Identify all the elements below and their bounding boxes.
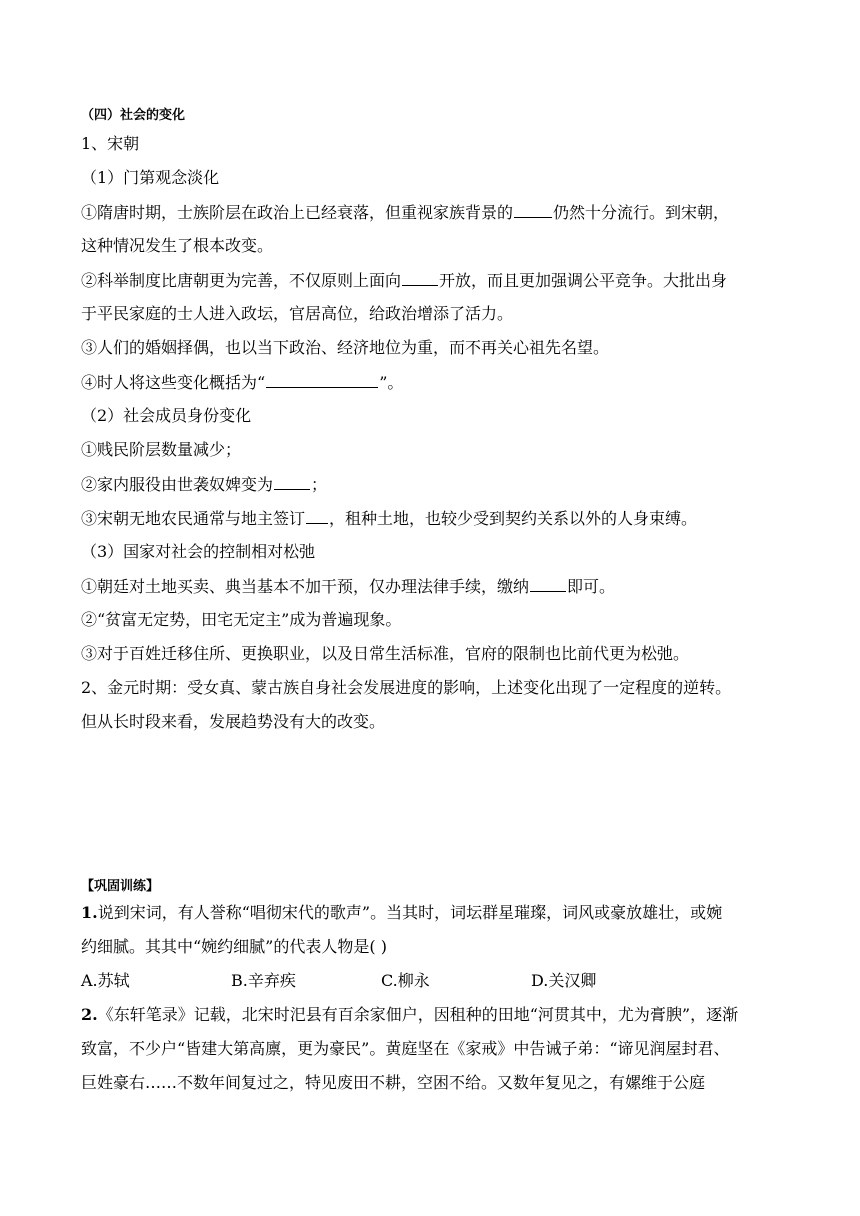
item-1-heading: 1、宋朝: [81, 134, 140, 153]
section-title: （四）社会的变化: [81, 108, 186, 123]
option-a: A.苏轼: [81, 971, 130, 990]
fill-blank: [306, 508, 328, 524]
item-2-line: 2、金元时期：受女真、蒙古族自身社会发展进度的影响，上述变化出现了一定程度的逆转。: [81, 678, 732, 697]
text-segment: 开放，而且更加强调公平竞争。大批出身: [439, 271, 728, 290]
paragraph-line: [81, 576, 615, 597]
question-2-line: 巨姓豪右……不数年间复过之，特见废田不耕，空困不给。又数年复见之，有嫘维于公庭: [81, 1073, 706, 1092]
paragraph-line: [81, 508, 697, 529]
subheading-2: （2）社会成员身份变化: [81, 406, 252, 425]
text-segment: 《东轩笔录》记载，北宋时汜县有百余家佃户，因租种的田地“河贯其中，尤为膏腴”，逐渐: [97, 1005, 739, 1024]
question-2-line: 致富，不少户“皆建大第高廪，更为豪民”。黄庭坚在《家戒》中告诫子弟：“谛见润屋封君、: [81, 1039, 730, 1058]
question-number: 1.: [81, 903, 98, 922]
paragraph-line: 这种情况发生了根本改变。: [81, 236, 274, 255]
text-segment: 仍然十分流行。到宋朝，: [553, 203, 730, 222]
text-segment: ③宋朝无地农民通常与地主签订: [81, 509, 306, 528]
exercise-title: 【巩固训练】: [81, 879, 160, 894]
fill-blank: [530, 576, 566, 592]
paragraph-line: [81, 202, 729, 223]
text-segment: ①朝廷对土地买卖、典当基本不加干预，仅办理法律手续，缴纳: [81, 577, 530, 596]
fill-blank: [274, 474, 310, 490]
item-2-line: 但从长时段来看，发展趋势没有大的改变。: [81, 712, 386, 731]
question-1-line: 约细腻。其其中“婉约细腻”的代表人物是( ): [81, 937, 387, 956]
paragraph-line: 于平民家庭的士人进入政坛，官居高位，给政治增添了活力。: [81, 304, 514, 323]
question-2-line: [81, 1005, 738, 1025]
paragraph-line: [81, 270, 727, 291]
fill-blank: [514, 202, 552, 218]
text-segment: ②科举制度比唐朝更为完善，不仅原则上面向: [81, 271, 402, 290]
question-number: 2.: [81, 1005, 98, 1024]
text-segment: ，租种土地，也较少受到契约关系以外的人身束缚。: [329, 509, 698, 528]
option-d: D.关汉卿: [531, 971, 597, 990]
paragraph-line: [81, 372, 403, 393]
paragraph-line: [81, 474, 327, 495]
text-segment: 说到宋词，有人誉称“唱彻宋代的歌声”。当其时，词坛群星璀璨，词风或豪放雄壮，或婉: [97, 903, 723, 922]
option-b: B.辛弃疾: [231, 971, 296, 990]
fill-blank: [266, 372, 378, 388]
question-1-line: [81, 903, 722, 923]
paragraph-line: ②“贫富无定势，田宅无定主”成为普遍现象。: [81, 610, 402, 629]
text-segment: ；: [311, 475, 328, 494]
text-segment: ①隋唐时期，士族阶层在政治上已经衰落，但重视家族背景的: [81, 203, 514, 222]
question-1-options: [81, 971, 681, 991]
text-segment: 即可。: [567, 577, 616, 596]
fill-blank: [402, 270, 438, 286]
paragraph-line: ③人们的婚姻择偶，也以当下政治、经济地位为重，而不再关心祖先名望。: [81, 338, 610, 357]
text-segment: ④时人将这些变化概括为“: [81, 373, 266, 392]
text-segment: ”。: [379, 373, 404, 392]
paragraph-line: ①贱民阶层数量减少；: [81, 440, 242, 459]
text-segment: ②家内服役由世袭奴婢变为: [81, 475, 274, 494]
subheading-1: （1）门第观念淡化: [81, 168, 220, 187]
paragraph-line: ③对于百姓迁移住所、更换职业，以及日常生活标准，官府的限制也比前代更为松弛。: [81, 644, 690, 663]
subheading-3: （3）国家对社会的控制相对松弛: [81, 542, 316, 561]
option-c: C.柳永: [381, 971, 430, 990]
